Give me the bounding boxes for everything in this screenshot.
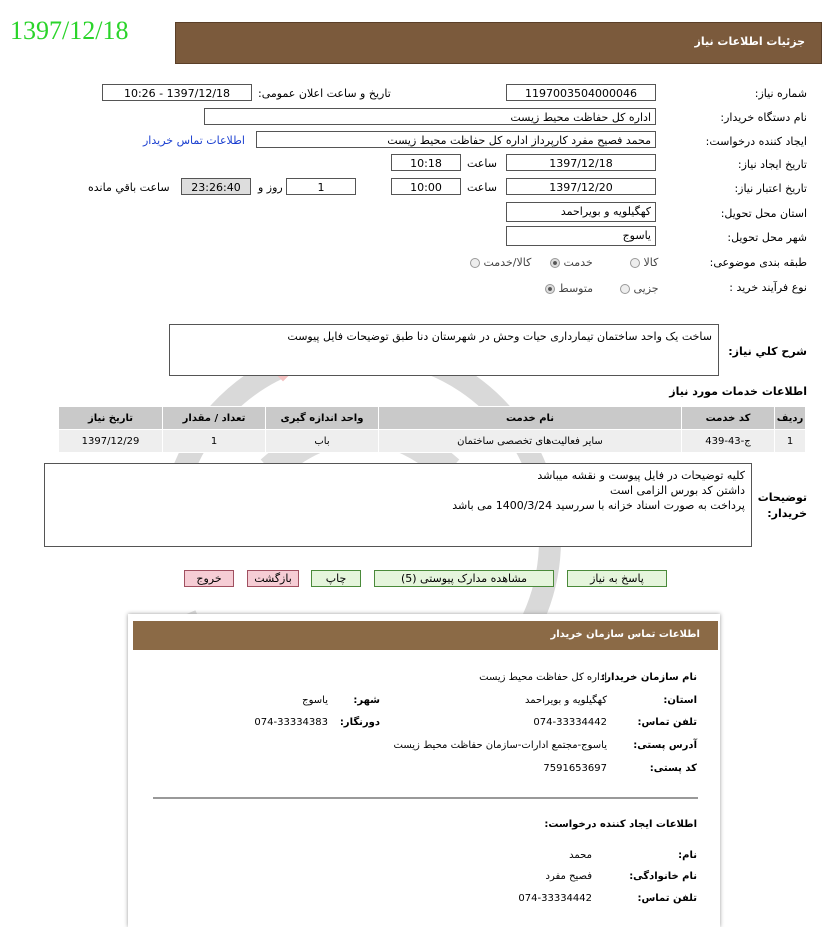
table-row <box>59 430 806 453</box>
delivery-province-label: استان محل تحویل: <box>720 207 807 220</box>
province-value: کهگیلویه و بویراحمد <box>525 695 607 706</box>
reply-button[interactable]: پاسخ به نیاز <box>567 570 667 587</box>
validity-date-field: 1397/12/20 <box>506 178 656 195</box>
creator-name-label: نام: <box>678 850 697 861</box>
table-cell: ج-43-439 <box>682 430 775 453</box>
process-option-label: جزیی <box>633 282 659 295</box>
creator-family-value: فصیح مفرد <box>545 871 592 882</box>
summary-label: شرح کلي نياز: <box>728 345 807 358</box>
contact-panel-title: اطلاعات تماس سازمان خریدار <box>550 629 700 640</box>
category-option-label: کالا <box>643 256 659 269</box>
radio-icon <box>620 284 630 294</box>
services-table <box>58 406 806 453</box>
fax-label: دورنگار: <box>339 717 380 728</box>
radio-selected-icon <box>545 284 555 294</box>
requester-field: محمد فصیح مفرد کارپرداز اداره کل حفاظت محیط زیست <box>256 131 656 148</box>
print-button[interactable]: چاپ <box>311 570 361 587</box>
created-time-field: 10:18 <box>391 154 461 171</box>
need-number-label: شماره نیاز: <box>754 87 807 100</box>
table-cell: سایر فعالیت‌های تخصصی ساختمان <box>379 430 682 453</box>
panel-divider <box>153 797 698 799</box>
category-option-label: کالا/خدمت <box>483 256 532 269</box>
summary-textarea: ساخت یک واحد ساختمان تیمارداری حیات وحش در شهرستان دنا طبق توضیحات فایل پیوست <box>169 324 719 376</box>
process-option-label: متوسط <box>558 282 594 295</box>
address-value: یاسوج-مجتمع ادارات-سازمان حفاظت محیط زیست <box>393 740 607 751</box>
created-date-label: تاریخ ایجاد نیاز: <box>737 158 807 171</box>
date-stamp: 1397/12/18 <box>10 16 129 45</box>
buyer-org-label: نام دستگاه خریدار: <box>720 111 807 124</box>
fax-value: 074-33334383 <box>254 717 328 728</box>
delivery-province-field: کهگیلویه و بویراحمد <box>506 202 656 222</box>
announce-datetime-label: تاریخ و ساعت اعلان عمومی: <box>258 87 391 100</box>
postal-label: کد پستی: <box>649 763 697 774</box>
validity-time-field: 10:00 <box>391 178 461 195</box>
org-value: اداره کل حفاظت محیط زیست <box>479 672 607 683</box>
radio-selected-icon <box>550 258 560 268</box>
process-type-label: نوع فرآیند خرید : <box>729 281 807 294</box>
remaining-time-field: 23:26:40 <box>181 178 251 195</box>
announce-datetime-field: 1397/12/18 - 10:26 <box>102 84 252 101</box>
table-cell: 1397/12/29 <box>59 430 163 453</box>
hours-remaining-label: ساعت باقي مانده <box>88 181 170 194</box>
exit-button[interactable]: خروج <box>184 570 234 587</box>
org-label: نام سازمان خریدار: <box>601 672 697 683</box>
creator-phone-label: تلفن تماس: <box>637 893 697 904</box>
creator-name-value: محمد <box>569 850 592 861</box>
buyer-org-field: اداره کل حفاظت محیط زیست <box>204 108 656 125</box>
creator-title: اطلاعات ایجاد کننده درخواست: <box>544 819 697 830</box>
radio-icon <box>470 258 480 268</box>
category-option-goods[interactable] <box>630 256 658 269</box>
city-value: یاسوج <box>302 695 328 706</box>
need-number-field: 1197003504000046 <box>506 84 656 101</box>
created-date-field: 1397/12/18 <box>506 154 656 171</box>
validity-date-label: تاریخ اعتبار نیاز: <box>734 182 807 195</box>
table-header-row <box>59 407 806 430</box>
table-cell: 1 <box>163 430 266 453</box>
delivery-city-label: شهر محل تحویل: <box>727 231 807 244</box>
process-option-medium[interactable] <box>545 282 593 295</box>
buyer-contact-link[interactable]: اطلاعات تماس خریدار <box>143 134 245 147</box>
services-title: اطلاعات خدمات مورد نیاز <box>669 385 807 398</box>
column-header: واحد اندازه گیری <box>266 407 379 430</box>
table-cell: باب <box>266 430 379 453</box>
column-header: تعداد / مقدار <box>163 407 266 430</box>
day-and-label: روز و <box>258 181 283 194</box>
table-cell: 1 <box>775 430 806 453</box>
days-field: 1 <box>286 178 356 195</box>
view-documents-button[interactable]: مشاهده مدارک پیوستی (5) <box>374 570 554 587</box>
category-label: طبقه بندی موضوعی: <box>709 256 807 269</box>
category-option-label: خدمت <box>563 256 593 269</box>
delivery-city-field: یاسوج <box>506 226 656 246</box>
address-label: آدرس پستی: <box>633 740 697 751</box>
phone-label: تلفن تماس: <box>637 717 697 728</box>
process-option-minor[interactable] <box>620 282 659 295</box>
category-option-both[interactable] <box>470 256 531 269</box>
column-header: نام خدمت <box>379 407 682 430</box>
phone-value: 074-33334442 <box>533 717 607 728</box>
creator-family-label: نام خانوادگی: <box>629 871 697 882</box>
buyer-notes-textarea <box>44 463 752 547</box>
back-button[interactable]: بازگشت <box>247 570 299 587</box>
created-time-label: ساعت <box>467 157 497 170</box>
column-header: کد خدمت <box>682 407 775 430</box>
radio-icon <box>630 258 640 268</box>
notes-line: کلیه توضیحات در فایل پیوست و نقشه میباشد <box>537 469 745 482</box>
validity-time-label: ساعت <box>467 181 497 194</box>
column-header: ردیف <box>775 407 806 430</box>
city-label: شهر: <box>353 695 380 706</box>
page-header <box>175 22 822 64</box>
category-option-service[interactable] <box>550 256 593 269</box>
column-header: تاریخ نیاز <box>59 407 163 430</box>
requester-label: ایجاد کننده درخواست: <box>705 135 807 148</box>
notes-line: داشتن کد بورس الزامی است <box>609 484 745 497</box>
contact-panel-header <box>133 621 718 650</box>
creator-phone-value: 074-33334442 <box>518 893 592 904</box>
notes-line: پرداخت به صورت اسناد خزانه با سررسید 1400/3/24 می باشد <box>452 499 745 512</box>
postal-value: 7591653697 <box>543 763 607 774</box>
buyer-notes-label: توضیحات خریدار: <box>757 491 807 520</box>
province-label: استان: <box>663 695 697 706</box>
page-title: جزئیات اطلاعات نیاز <box>694 35 805 48</box>
